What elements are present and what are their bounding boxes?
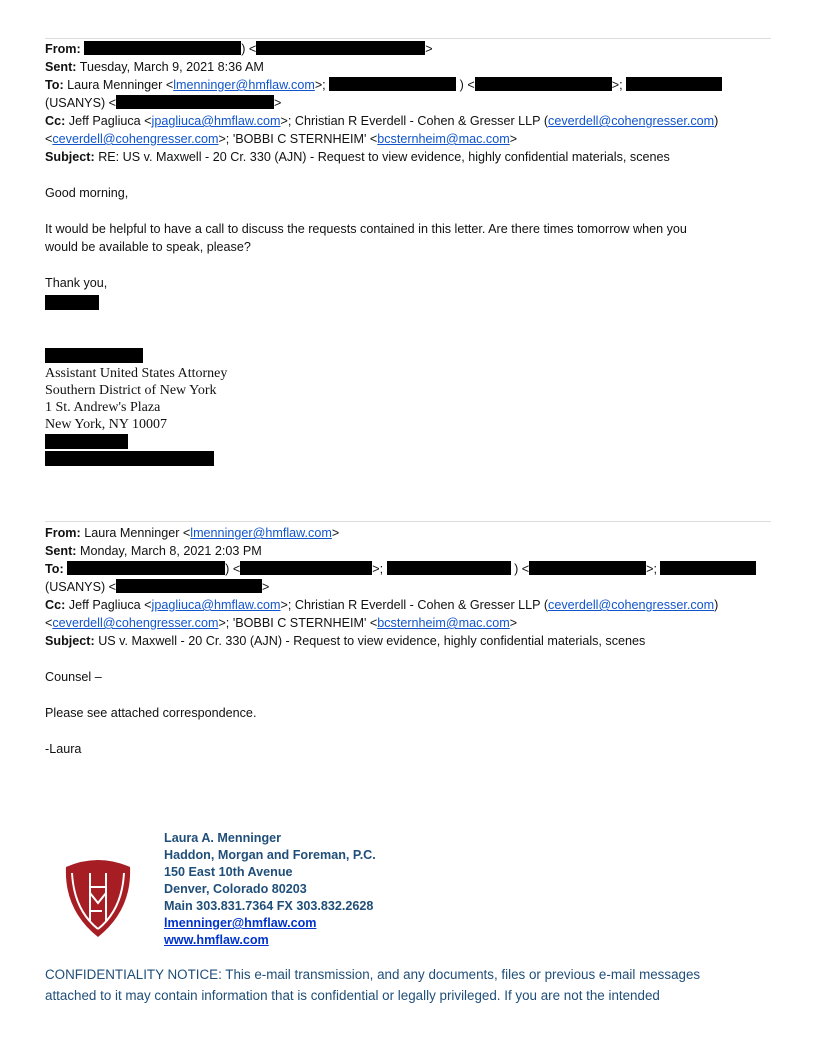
redaction bbox=[387, 561, 511, 575]
sig-name: Laura A. Menninger bbox=[164, 831, 282, 845]
redaction bbox=[240, 561, 372, 575]
email-link[interactable]: ceverdell@cohengresser.com bbox=[52, 132, 219, 146]
redaction bbox=[45, 348, 143, 363]
redaction bbox=[84, 41, 241, 55]
signature-address: 1 St. Andrew's Plaza bbox=[45, 400, 161, 415]
greeting: Counsel – bbox=[45, 670, 102, 684]
redaction bbox=[45, 434, 128, 449]
email2-to: To: ) < >; ) < >; bbox=[45, 560, 756, 578]
sig-website-link[interactable]: www.hmflaw.com bbox=[164, 933, 269, 947]
divider bbox=[45, 38, 771, 39]
closing: -Laura bbox=[45, 742, 82, 756]
divider bbox=[45, 521, 771, 522]
email2-from: From: Laura Menninger <lmenninger@hmflaw.com> bbox=[45, 526, 340, 540]
hmf-logo-icon bbox=[62, 855, 134, 939]
email2-cc: Cc: Jeff Pagliuca <jpagliuca@hmflaw.com>; Christian R Everdell - Cohen & Gresser LLP (ceverdell@cohengresser.com) bbox=[45, 598, 719, 612]
email2-subject: Subject: US v. Maxwell - 20 Cr. 330 (AJN) - Request to view evidence, highly confidential materials, scenes bbox=[45, 634, 646, 648]
email-link[interactable]: ceverdell@cohengresser.com bbox=[52, 616, 219, 630]
redaction bbox=[529, 561, 646, 575]
sig-phone: Main 303.831.7364 FX 303.832.2628 bbox=[164, 899, 374, 913]
confidentiality-notice: attached to it may contain information that is confidential or legally privileged. If you are not the intended bbox=[45, 988, 660, 1003]
redaction bbox=[45, 295, 99, 310]
redaction bbox=[116, 95, 274, 109]
sig-city: Denver, Colorado 80203 bbox=[164, 882, 307, 896]
sig-email-link[interactable]: lmenninger@hmflaw.com bbox=[164, 916, 317, 930]
sig-firm: Haddon, Morgan and Foreman, P.C. bbox=[164, 848, 376, 862]
email2-sent: Sent: Monday, March 8, 2021 2:03 PM bbox=[45, 544, 262, 558]
email1-to-cont: (USANYS) < > bbox=[45, 96, 282, 110]
email1-sent: Sent: Tuesday, March 9, 2021 8:36 AM bbox=[45, 60, 264, 74]
email-link[interactable]: bcsternheim@mac.com bbox=[377, 616, 510, 630]
redaction bbox=[329, 77, 456, 91]
email-link[interactable]: ceverdell@cohengresser.com bbox=[548, 114, 715, 128]
email1-cc-cont: <ceverdell@cohengresser.com>; 'BOBBI C STERNHEIM' <bcsternheim@mac.com> bbox=[45, 132, 518, 146]
email2-to-cont: (USANYS) < > bbox=[45, 580, 270, 594]
email1-subject: Subject: RE: US v. Maxwell - 20 Cr. 330 (AJN) - Request to view evidence, highly confidential materials, scenes bbox=[45, 150, 670, 164]
body-text: It would be helpful to have a call to discuss the requests contained in this letter. Are there times tomorrow when you bbox=[45, 222, 687, 236]
closing: Thank you, bbox=[45, 276, 108, 290]
greeting: Good morning, bbox=[45, 186, 129, 200]
email-link[interactable]: lmenninger@hmflaw.com bbox=[190, 526, 332, 540]
body-text: would be available to speak, please? bbox=[45, 240, 251, 254]
email-link[interactable]: jpagliuca@hmflaw.com bbox=[151, 598, 281, 612]
email2-cc-cont: <ceverdell@cohengresser.com>; 'BOBBI C STERNHEIM' <bcsternheim@mac.com> bbox=[45, 616, 518, 630]
signature-title: Assistant United States Attorney bbox=[45, 366, 228, 381]
redaction bbox=[256, 41, 425, 55]
email-link[interactable]: lmenninger@hmflaw.com bbox=[173, 78, 315, 92]
email1-from: From: ) < > bbox=[45, 42, 433, 56]
body-text: Please see attached correspondence. bbox=[45, 706, 257, 720]
email-link[interactable]: jpagliuca@hmflaw.com bbox=[151, 114, 281, 128]
redaction bbox=[626, 77, 722, 91]
email1-cc: Cc: Jeff Pagliuca <jpagliuca@hmflaw.com>; Christian R Everdell - Cohen & Gresser LLP (ceverdell@cohengresser.com) bbox=[45, 114, 719, 128]
redaction bbox=[475, 77, 612, 91]
redaction bbox=[45, 451, 214, 466]
signature-city: New York, NY 10007 bbox=[45, 417, 167, 432]
signature-office: Southern District of New York bbox=[45, 383, 217, 398]
confidentiality-notice: CONFIDENTIALITY NOTICE: This e-mail transmission, and any documents, files or previous e-mail messages bbox=[45, 967, 701, 982]
redaction bbox=[67, 561, 225, 575]
redaction bbox=[116, 579, 262, 593]
sig-street: 150 East 10th Avenue bbox=[164, 865, 293, 879]
email-link[interactable]: ceverdell@cohengresser.com bbox=[548, 598, 715, 612]
email-link[interactable]: bcsternheim@mac.com bbox=[377, 132, 510, 146]
email1-to: To: Laura Menninger <lmenninger@hmflaw.com>; ) < >; bbox=[45, 76, 722, 94]
redaction bbox=[660, 561, 756, 575]
